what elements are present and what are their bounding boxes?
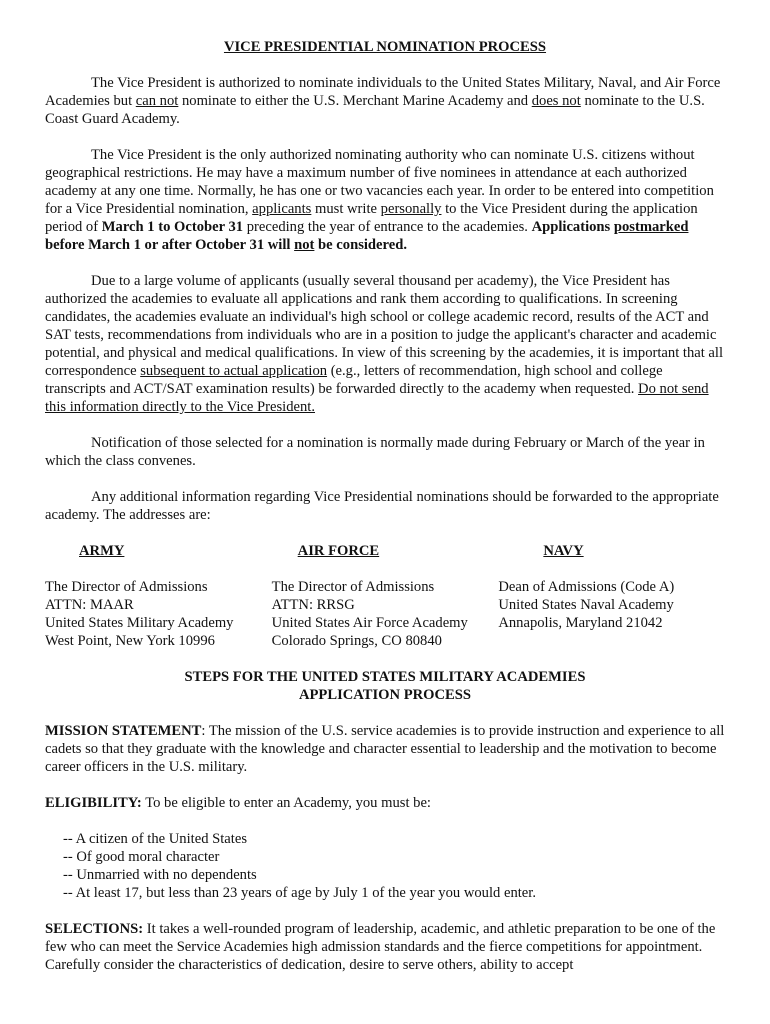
address-line: Dean of Admissions (Code A) <box>498 579 675 595</box>
address-line: Colorado Springs, CO 80840 <box>271 633 442 649</box>
text-run: To be eligible to enter an Academy, you must be: <box>141 795 431 811</box>
address-line: ATTN: MAAR <box>45 597 134 613</box>
mission-statement <box>45 722 725 776</box>
address-line: United States Naval Academy <box>498 597 674 613</box>
bold-text: be considered. <box>314 237 407 253</box>
text-run: : The mission of the U.S. service academies is to provide instruction and experience to all cadets so that they graduate with the knowledge and character essential to leadership and the motivation to become career officers in the U.S. military. <box>45 723 725 775</box>
text-run: must write <box>311 201 381 217</box>
section-label: SELECTIONS: <box>45 921 144 937</box>
text-run: to the Vice President during the application period of <box>45 201 698 235</box>
document-page <box>45 38 725 992</box>
address-navy <box>498 542 725 650</box>
address-line: United States Air Force Academy <box>271 615 468 631</box>
underlined-text: applicants <box>252 201 312 217</box>
text-run: preceding the year of entrance to the academies. <box>243 219 532 235</box>
text-run: nominate to the U.S. Coast Guard Academy. <box>45 93 705 127</box>
address-line: The Director of Admissions <box>45 579 208 595</box>
address-line: Annapolis, Maryland 21042 <box>498 615 663 631</box>
underlined-text: does not <box>531 93 581 109</box>
list-item: -- At least 17, but less than 23 years of age by July 1 of the year you would enter. <box>63 885 536 901</box>
address-heading: AIR FORCE <box>297 543 380 559</box>
paragraph-screening <box>45 272 725 416</box>
underlined-text: can not <box>135 93 179 109</box>
address-line: ATTN: RRSG <box>271 597 355 613</box>
address-line: West Point, New York 10996 <box>45 633 215 649</box>
address-air-force <box>272 542 499 650</box>
selections <box>45 920 725 974</box>
text-run: The Vice President is authorized to nominate individuals to the United States Military, Naval, and Air Force Academies but <box>45 75 721 109</box>
address-army <box>45 542 272 650</box>
address-heading: ARMY <box>79 543 125 559</box>
list-item: -- Unmarried with no dependents <box>63 867 257 883</box>
eligibility-list <box>45 830 725 902</box>
page-title: VICE PRESIDENTIAL NOMINATION PROCESS <box>223 39 547 55</box>
paragraph-notification: Notification of those selected for a nomination is normally made during February or March of the year in which the class convenes. <box>45 435 705 469</box>
list-item: -- Of good moral character <box>63 849 220 865</box>
address-heading: NAVY <box>543 543 584 559</box>
paragraph-additional-info: Any additional information regarding Vice Presidential nominations should be forwarded to the appropriate academy. The addresses are: <box>45 489 719 523</box>
text-run: (e.g., letters of recommendation, high school and college transcripts and ACT/SAT examination results) be forwarded directly to the academy when requested. <box>45 363 663 397</box>
list-item: -- A citizen of the United States <box>63 831 247 847</box>
section-label: MISSION STATEMENT <box>45 723 202 739</box>
paragraph-nominating-authority <box>45 146 725 254</box>
text-run: It takes a well-rounded program of leadership, academic, and athletic preparation to be one of the few who can meet the Service Academies high admission standards and the fierce competitions for appointment. Carefully consider the characteristics of dedication, desire to serve others, ability to accept <box>45 921 716 973</box>
underlined-text: not <box>294 237 315 253</box>
section-label: ELIGIBILITY: <box>45 795 142 811</box>
steps-heading-line: STEPS FOR THE UNITED STATES MILITARY ACADEMIES <box>184 669 586 685</box>
text-run: nominate to either the U.S. Merchant Marine Academy and <box>178 93 532 109</box>
underlined-text: postmarked <box>613 219 689 235</box>
bold-text: March 1 to October 31 <box>101 219 244 235</box>
text-run: The Vice President is the only authorized nominating authority who can nominate U.S. citizens without geographical restrictions. He may have a maximum number of five nominees in attendance at each authorized academy at any one time. Normally, he has one or two vacancies each year. In order to be entered into competition for a Vice Presidential nomination, <box>45 147 714 217</box>
text-run: Due to a large volume of applicants (usually several thousand per academy), the Vice President has authorized the academies to evaluate all applications and rank them according to qualifications. In screening candidates, the academies evaluate an individual's high school or college academic record, results of the ACT and SAT tests, recommendations from individuals who are in a position to judge the applicant's character and academic potential, and physical and medical qualifications. In view of this screening by the academies, it is important that all correspondence <box>45 273 724 379</box>
address-line: United States Military Academy <box>45 615 234 631</box>
eligibility <box>45 794 725 812</box>
steps-heading <box>45 668 725 704</box>
bold-text: Applications <box>531 219 614 235</box>
underlined-text: Do not send this information directly to the Vice President. <box>45 381 709 415</box>
address-columns <box>45 542 725 650</box>
address-line: The Director of Admissions <box>271 579 435 595</box>
steps-heading-line: APPLICATION PROCESS <box>298 687 472 703</box>
underlined-text: personally <box>380 201 442 217</box>
paragraph-authorization <box>45 74 725 128</box>
underlined-text: subsequent to actual application <box>140 363 328 379</box>
bold-text: before March 1 or after October 31 will <box>45 237 295 253</box>
